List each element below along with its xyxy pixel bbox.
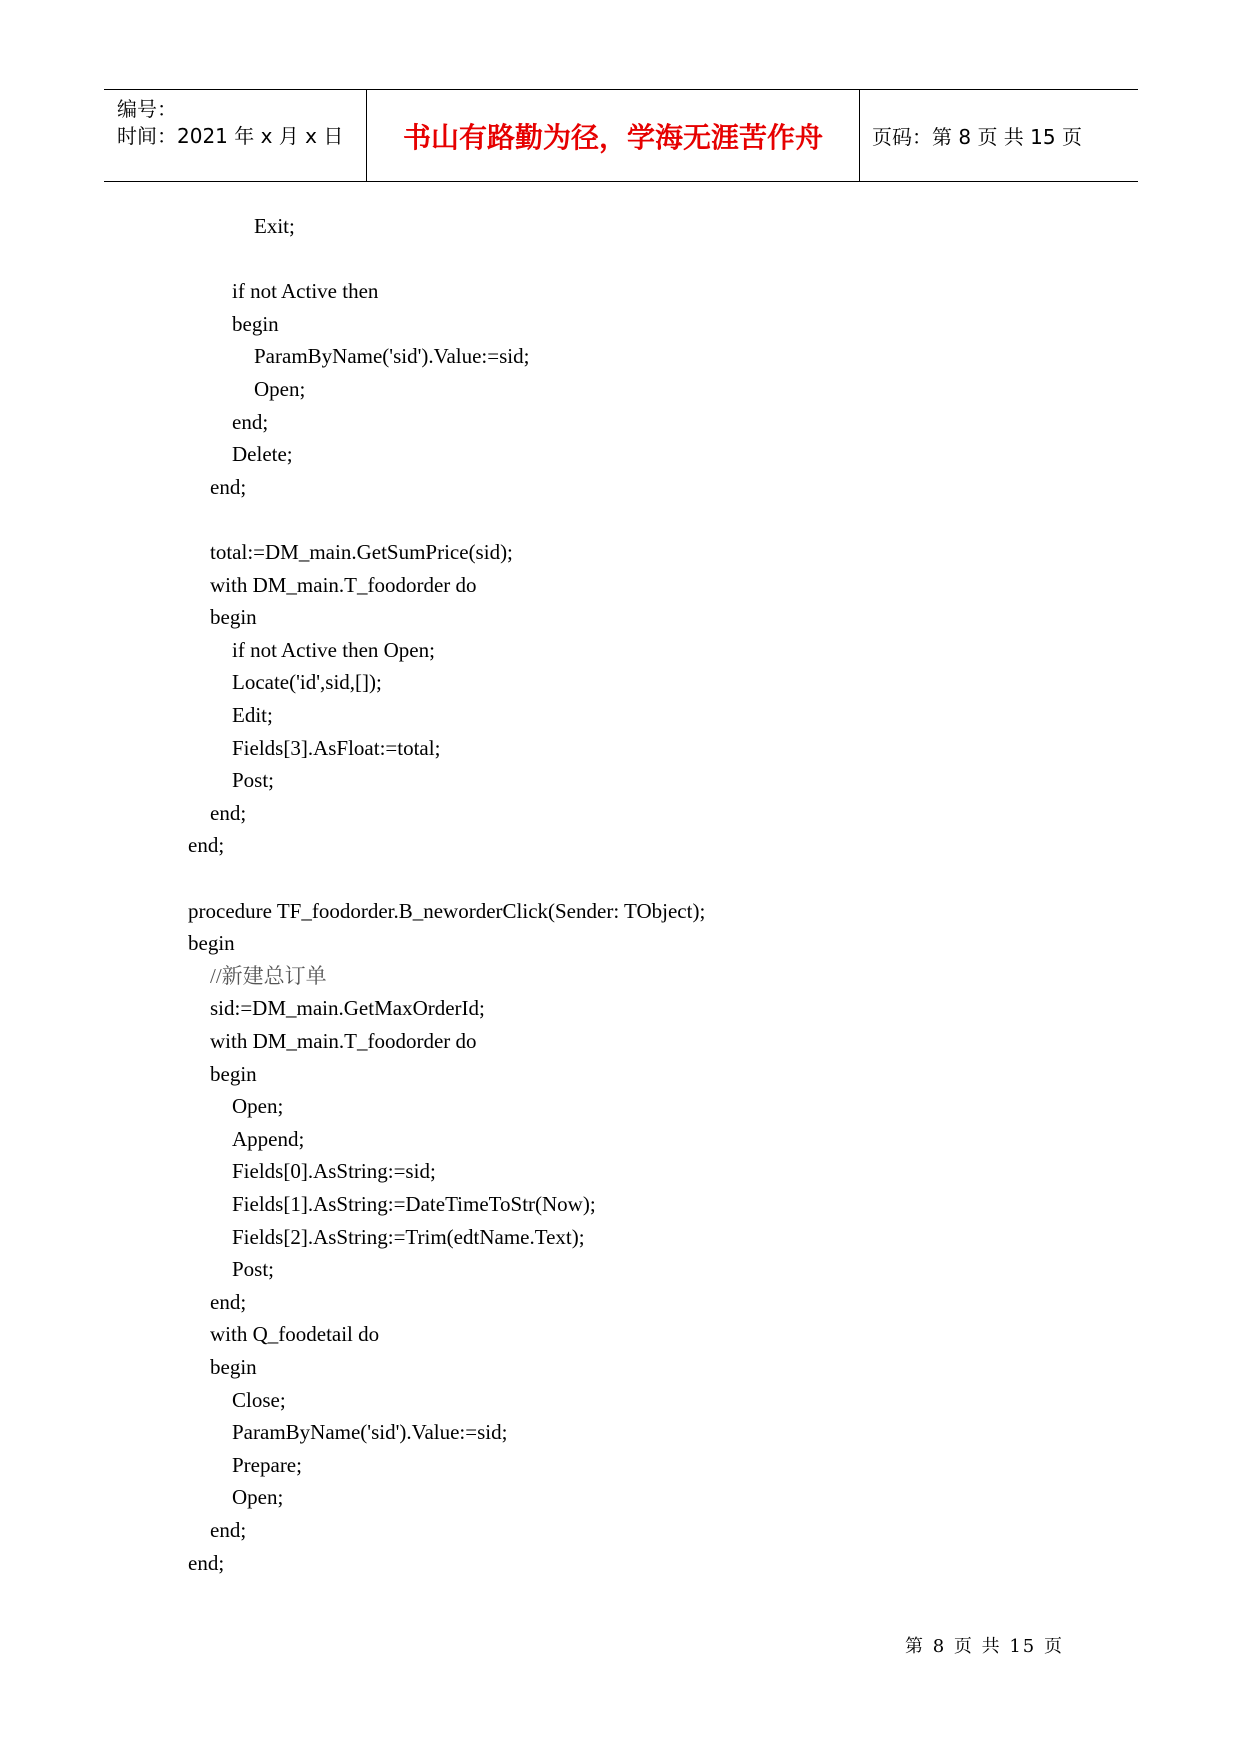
code-line: end; — [210, 1290, 247, 1314]
code-line: Append; — [232, 1127, 305, 1151]
page-header — [104, 89, 1138, 182]
code-line: end; — [210, 475, 247, 499]
code-line: with Q_foodetail do — [210, 1322, 380, 1346]
header-motto: 书山有路勤为径，学海无涯苦作舟 — [402, 120, 823, 154]
code-line: Fields[2].AsString:=Trim(edtName.Text); — [232, 1225, 585, 1249]
document-date-label: 时间：2021 年 x 月 x 日 — [117, 124, 344, 148]
code-line: ParamByName('sid').Value:=sid; — [254, 344, 530, 368]
code-line: with DM_main.T_foodorder do — [210, 1029, 477, 1053]
code-line: begin — [210, 1355, 257, 1379]
code-line: with DM_main.T_foodorder do — [210, 573, 477, 597]
code-line: procedure TF_foodorder.B_neworderClick(Sender: TObject); — [188, 899, 706, 923]
header-page-number: 页码：第 8 页 共 15 页 — [872, 125, 1082, 149]
code-line: Open; — [232, 1485, 284, 1509]
code-line: end; — [188, 1551, 225, 1575]
code-line: Exit; — [254, 214, 295, 238]
header-meta-cell — [104, 90, 367, 181]
code-line: Post; — [232, 1257, 275, 1281]
code-line: begin — [210, 605, 257, 629]
document-number-label: 编号： — [117, 97, 177, 121]
code-line: Post; — [232, 768, 275, 792]
code-line: end; — [232, 410, 269, 434]
code-line: total:=DM_main.GetSumPrice(sid); — [210, 540, 513, 564]
code-line: sid:=DM_main.GetMaxOrderId; — [210, 996, 485, 1020]
code-line: Open; — [254, 377, 306, 401]
code-comment-line: //新建总订单 — [210, 964, 327, 988]
code-line: if not Active then Open; — [232, 638, 435, 662]
code-line: Fields[1].AsString:=DateTimeToStr(Now); — [232, 1192, 596, 1216]
code-line: if not Active then — [232, 279, 379, 303]
code-line: begin — [210, 1062, 257, 1086]
header-motto-cell — [367, 90, 860, 181]
code-line: Locate('id',sid,[]); — [232, 670, 382, 694]
code-line: Edit; — [232, 703, 273, 727]
code-line: end; — [210, 801, 247, 825]
code-line: end; — [188, 833, 225, 857]
code-line: Open; — [232, 1094, 284, 1118]
code-line: begin — [188, 931, 235, 955]
header-page-cell — [860, 90, 1138, 181]
code-line: Close; — [232, 1388, 286, 1412]
code-line: Delete; — [232, 442, 293, 466]
code-line: Fields[0].AsString:=sid; — [232, 1159, 436, 1183]
code-line: Prepare; — [232, 1453, 302, 1477]
code-line: begin — [232, 312, 279, 336]
code-line: ParamByName('sid').Value:=sid; — [232, 1420, 508, 1444]
code-line: end; — [210, 1518, 247, 1542]
code-line: Fields[3].AsFloat:=total; — [232, 736, 441, 760]
page-footer: 第 8 页 共 15 页 — [905, 1636, 1064, 1657]
